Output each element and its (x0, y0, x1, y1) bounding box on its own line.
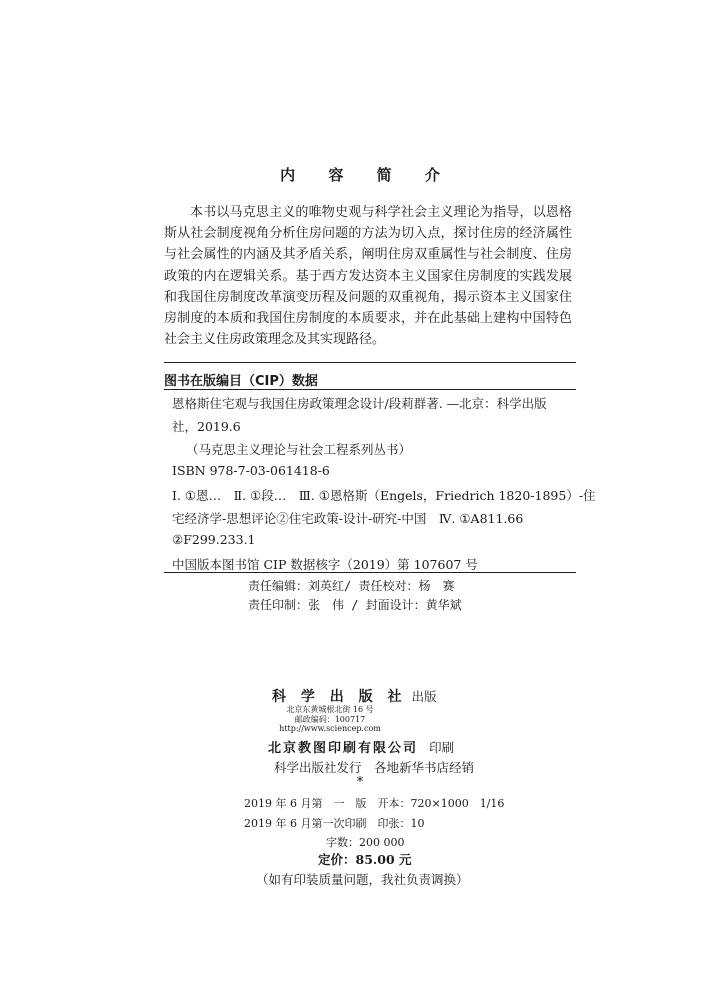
printer-block (268, 737, 454, 756)
cip-series-line: （马克思主义理论与社会工程系列丛书） (186, 442, 412, 457)
publisher-postcode: 邮政编码：100717 (294, 715, 366, 724)
publisher-block (272, 686, 437, 706)
publisher-name: 科 学 出 版 社 (272, 689, 407, 705)
wordcount-line: 字数：200 000 (326, 836, 405, 849)
price-line: 定价：85.00 元 (318, 852, 412, 867)
distribution-line: 科学出版社发行 各地新华书店经销 (274, 760, 475, 775)
cip-classification-num: ②F299.233.1 (172, 532, 256, 547)
divider-cip (164, 389, 576, 390)
cip-title-line: 恩格斯住宅观与我国住房政策理念设计/段莉群著. —北京：科学出版 (172, 396, 547, 411)
cip-classification-cont: 宅经济学-思想评论②住宅政策-设计-研究-中国 Ⅳ. ①A811.66 (172, 511, 524, 526)
divider-top (164, 362, 576, 363)
impression-line: 2019 年 6 月第一次印刷 印张：10 (244, 817, 425, 830)
publisher-role: 出版 (411, 689, 437, 704)
cip-record-number: 中国版本图书馆 CIP 数据核字（2019）第 107607 号 (172, 557, 478, 572)
printer-role: 印刷 (429, 740, 455, 755)
summary-text: 本书以马克思主义的唯物史观与科学社会主义理论为指导，以恩格斯从社会制度视角分析住房问题的方法为切入点，探讨住房的经济属性与社会属性的内涵及其矛盾关系，阐明住房双重属性与社会制度、住房政策的内在逻辑关系。基于西方发达资本主义国家住房制度的实践发展和我国住房制度改革演变历程及问题的双重视角，揭示资本主义国家住房制度的本质和我国住房制度的本质要求，并在此基础上建构中国特色社会主义住房政策理念及其实现路径。 (164, 205, 572, 348)
editor-credits: 责任编辑：刘英红/ 责任校对：杨 赛 (248, 579, 455, 593)
separator-star: * (356, 775, 364, 790)
cip-publisher-line: 社，2019.6 (172, 419, 241, 434)
publisher-website: http://www.sciencep.com (279, 724, 381, 733)
production-credits: 责任印制：张 伟 / 封面设计：黄华斌 (248, 598, 462, 612)
quality-note: （如有印装质量问题，我社负责调换） (256, 872, 469, 887)
cip-header: 图书在版编目（CIP）数据 (164, 374, 318, 389)
publisher-address: 北京东黄城根北街 16 号 (286, 705, 374, 714)
summary-title: 内 容 简 介 (280, 166, 454, 184)
cip-classification-line: Ⅰ. ①恩… Ⅱ. ①段… Ⅲ. ①恩格斯（Engels，Friedrich 1820-1895）-住 (172, 488, 596, 503)
printer-name: 北京教图印刷有限公司 (268, 741, 419, 756)
cip-isbn-line: ISBN 978-7-03-061418-6 (172, 463, 330, 478)
divider-bottom (164, 572, 576, 573)
edition-line: 2019 年 6 月第 一 版 开本：720×1000 1/16 (244, 797, 505, 810)
